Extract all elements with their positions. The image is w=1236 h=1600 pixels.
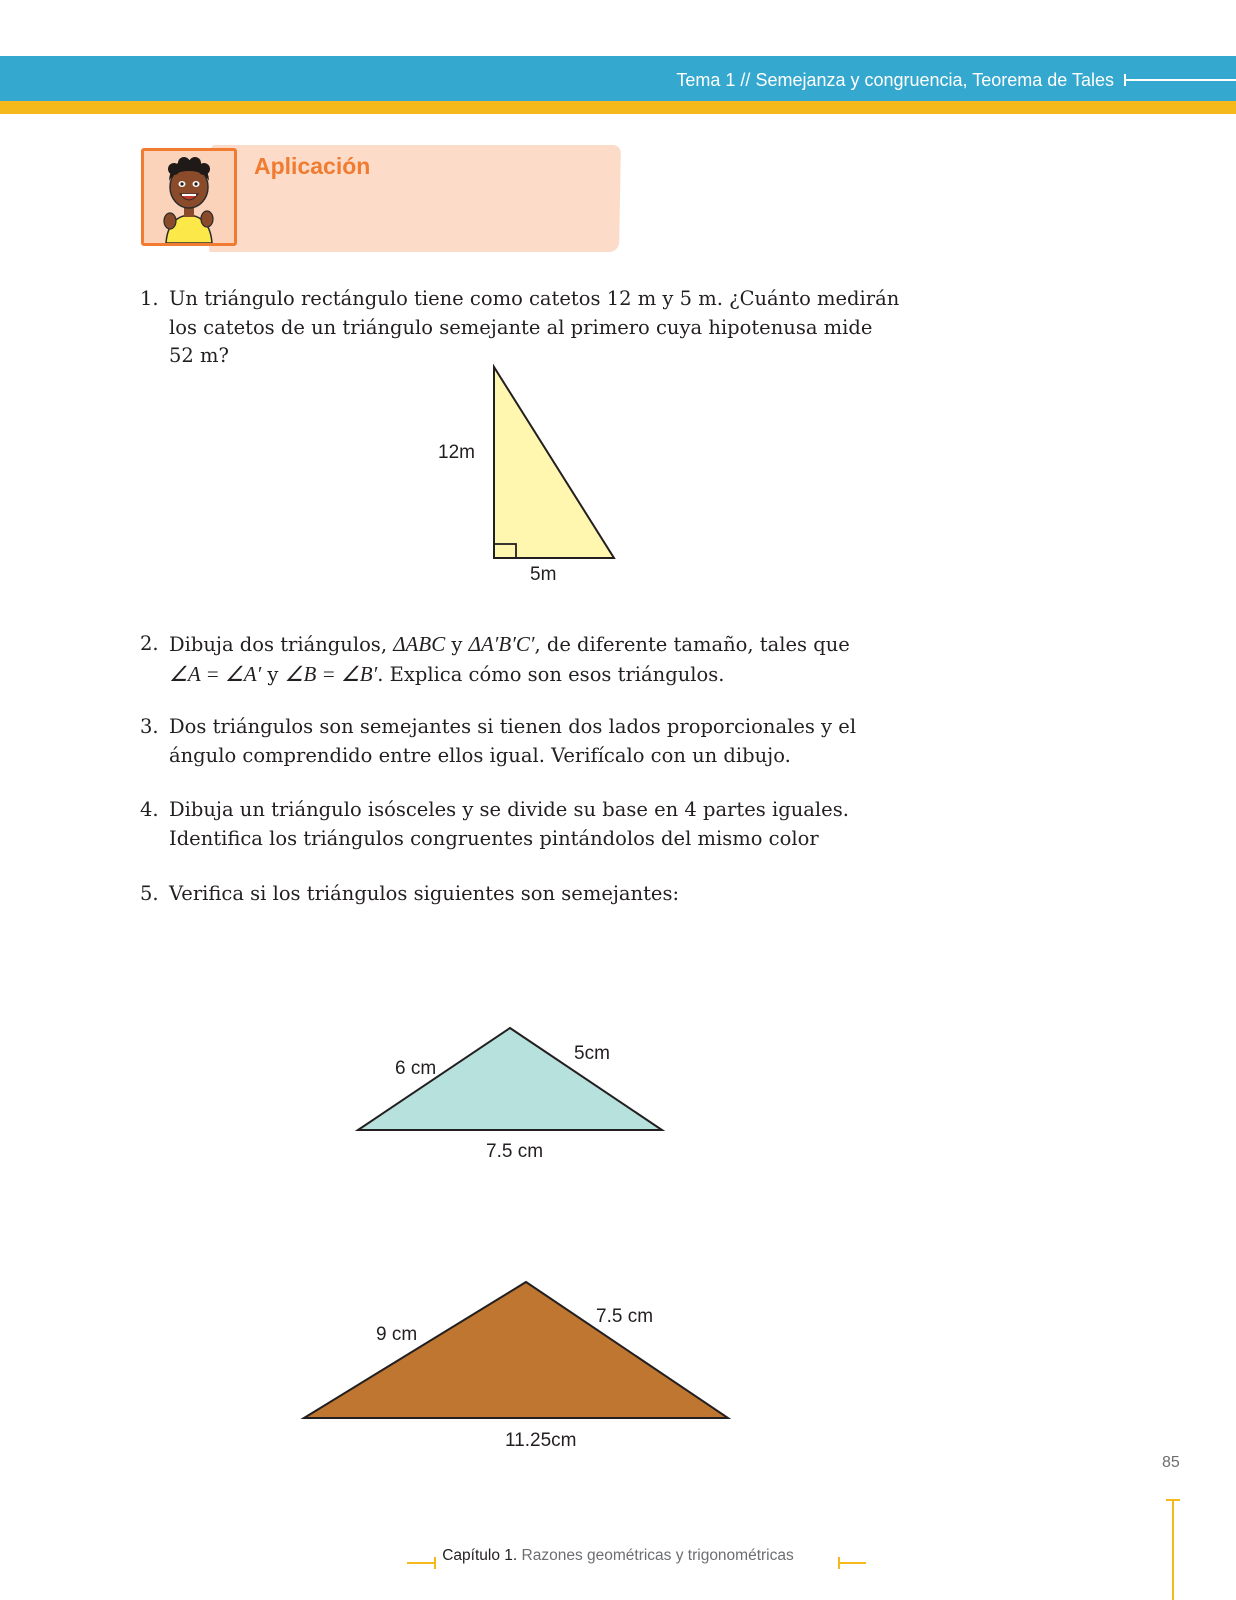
right-side-label: 5cm [574, 1043, 610, 1064]
left-side-label: 6 cm [395, 1058, 437, 1079]
small-triangle [358, 1028, 662, 1130]
right-triangle-figure [420, 355, 620, 595]
exercise-4 [140, 796, 900, 853]
small-triangle-figure [340, 1010, 680, 1170]
header-title: Tema 1 // Semejanza y congruencia, Teorema de Tales [676, 70, 1114, 90]
exercise-text: , de diferente tamaño, tales que [534, 633, 850, 656]
exercise-number: 4. [140, 798, 159, 821]
math-triangle-abc: ΔABC [393, 632, 446, 656]
page-number: 85 [1162, 1454, 1180, 1471]
exercise-text: y [267, 662, 279, 686]
side-label: 12m [438, 442, 475, 463]
base-label: 7.5 cm [486, 1141, 544, 1162]
right-triangle [494, 367, 614, 558]
exercise-3 [140, 713, 900, 770]
base-label: 11.25cm [505, 1430, 577, 1451]
exercise-text: Verifica si los triángulos siguientes son semejantes: [169, 882, 680, 905]
base-label: 5m [530, 564, 557, 585]
math-angle-b: ∠B = ∠B′ [284, 661, 378, 686]
header-stripe [0, 101, 1236, 114]
boy-thumbs-up-icon [144, 151, 234, 243]
exercise-number: 5. [140, 882, 159, 905]
exercise-number: 1. [140, 287, 159, 310]
exercise-2 [140, 630, 900, 689]
large-triangle-figure [290, 1270, 750, 1460]
right-side-label: 7.5 cm [596, 1306, 654, 1327]
mascot-frame [141, 148, 237, 246]
footer [0, 1547, 1236, 1565]
exercise-text: . Explica cómo son esos triángulos. [377, 662, 725, 686]
exercise-number: 2. [140, 632, 159, 655]
exercise-text: y [451, 633, 463, 656]
math-triangle-abc-prime: ΔA′B′C′ [468, 632, 535, 656]
math-angle-a: ∠A = ∠A′ [169, 661, 262, 686]
footer-chapter: Capítulo 1. [442, 1547, 518, 1564]
header-line [1124, 79, 1236, 81]
exercise-5 [140, 880, 900, 909]
exercise-text: Un triángulo rectángulo tiene como catetos 12 m y 5 m. ¿Cuánto medirán los catetos de un triángulo semejante al primero cuya hipotenusa mide 52 m? [169, 287, 900, 367]
footer-line-right [838, 1562, 866, 1564]
exercise-text: Dos triángulos son semejantes si tienen dos lados proporcionales y el ángulo comprendido entre ellos igual. Verifícalo con un dibujo. [169, 715, 857, 767]
exercise-text: Dibuja un triángulo isósceles y se divide su base en 4 partes iguales. Identifica los triángulos congruentes pintándolos del mismo color [169, 798, 849, 850]
footer-subtitle: Razones geométricas y trigonométricas [521, 1547, 794, 1564]
large-triangle [304, 1282, 728, 1418]
section-title: Aplicación [254, 153, 371, 179]
left-side-label: 9 cm [376, 1324, 418, 1345]
exercise-number: 3. [140, 715, 159, 738]
exercise-text: Dibuja dos triángulos, [169, 633, 388, 656]
